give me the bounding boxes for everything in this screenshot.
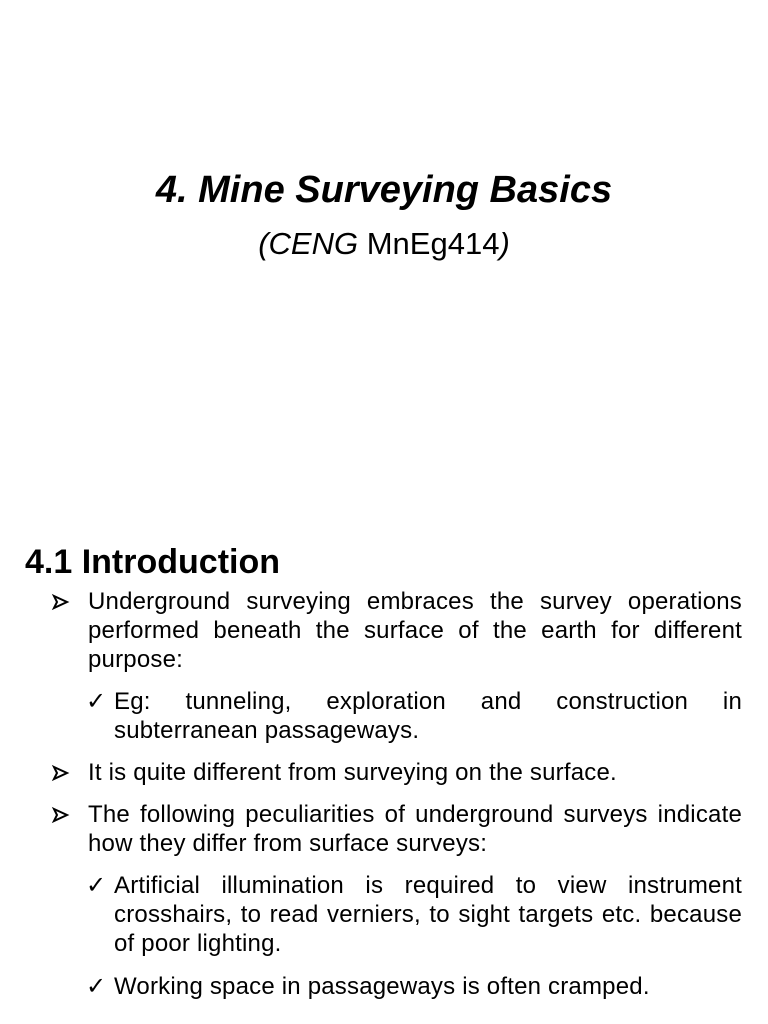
checkmark-bullet-icon: ✓ (86, 972, 107, 1000)
checkmark-bullet-icon: ✓ (86, 871, 107, 899)
arrowhead-bullet-icon (50, 800, 72, 829)
slide-title-number: 4. (155, 169, 188, 211)
course-code (0, 222, 768, 266)
checkmark-bullet-icon: ✓ (86, 687, 107, 715)
sub-bullet-text: Working space in passageways is often cramped. (114, 973, 650, 1000)
sub-bullet-text: Artificial illumination is required to view instrument crosshairs, to read verniers, to sight targets etc. because of poor lighting. (114, 872, 742, 957)
arrowhead-bullet-icon (50, 587, 72, 616)
bullet-item (88, 758, 742, 787)
bullet-item (88, 800, 742, 858)
sub-bullet-text: Eg: tunneling, exploration and construction in subterranean passageways. (114, 688, 742, 744)
arrowhead-bullet-icon (50, 758, 72, 787)
bullet-text: The following peculiarities of underground surveys indicate how they differ from surface surveys: (88, 801, 742, 857)
section-heading: 4.1 Introduction (25, 543, 280, 581)
sub-bullet-item (114, 687, 742, 745)
sub-bullet-item (114, 871, 742, 958)
bullet-text: It is quite different from surveying on the surface. (88, 759, 617, 786)
course-code-prefix: (CENG (258, 226, 359, 261)
course-code-suffix: ) (499, 226, 510, 261)
bullet-item (88, 587, 742, 674)
sub-bullet-item (114, 972, 742, 1001)
slide-title-text: Mine Surveying Basics (198, 169, 613, 211)
bullet-text: Underground surveying embraces the survey operations performed beneath the surface of the earth for different purpose: (88, 588, 742, 673)
course-code-number: MnEg414 (366, 226, 500, 261)
slide-title (0, 166, 768, 214)
